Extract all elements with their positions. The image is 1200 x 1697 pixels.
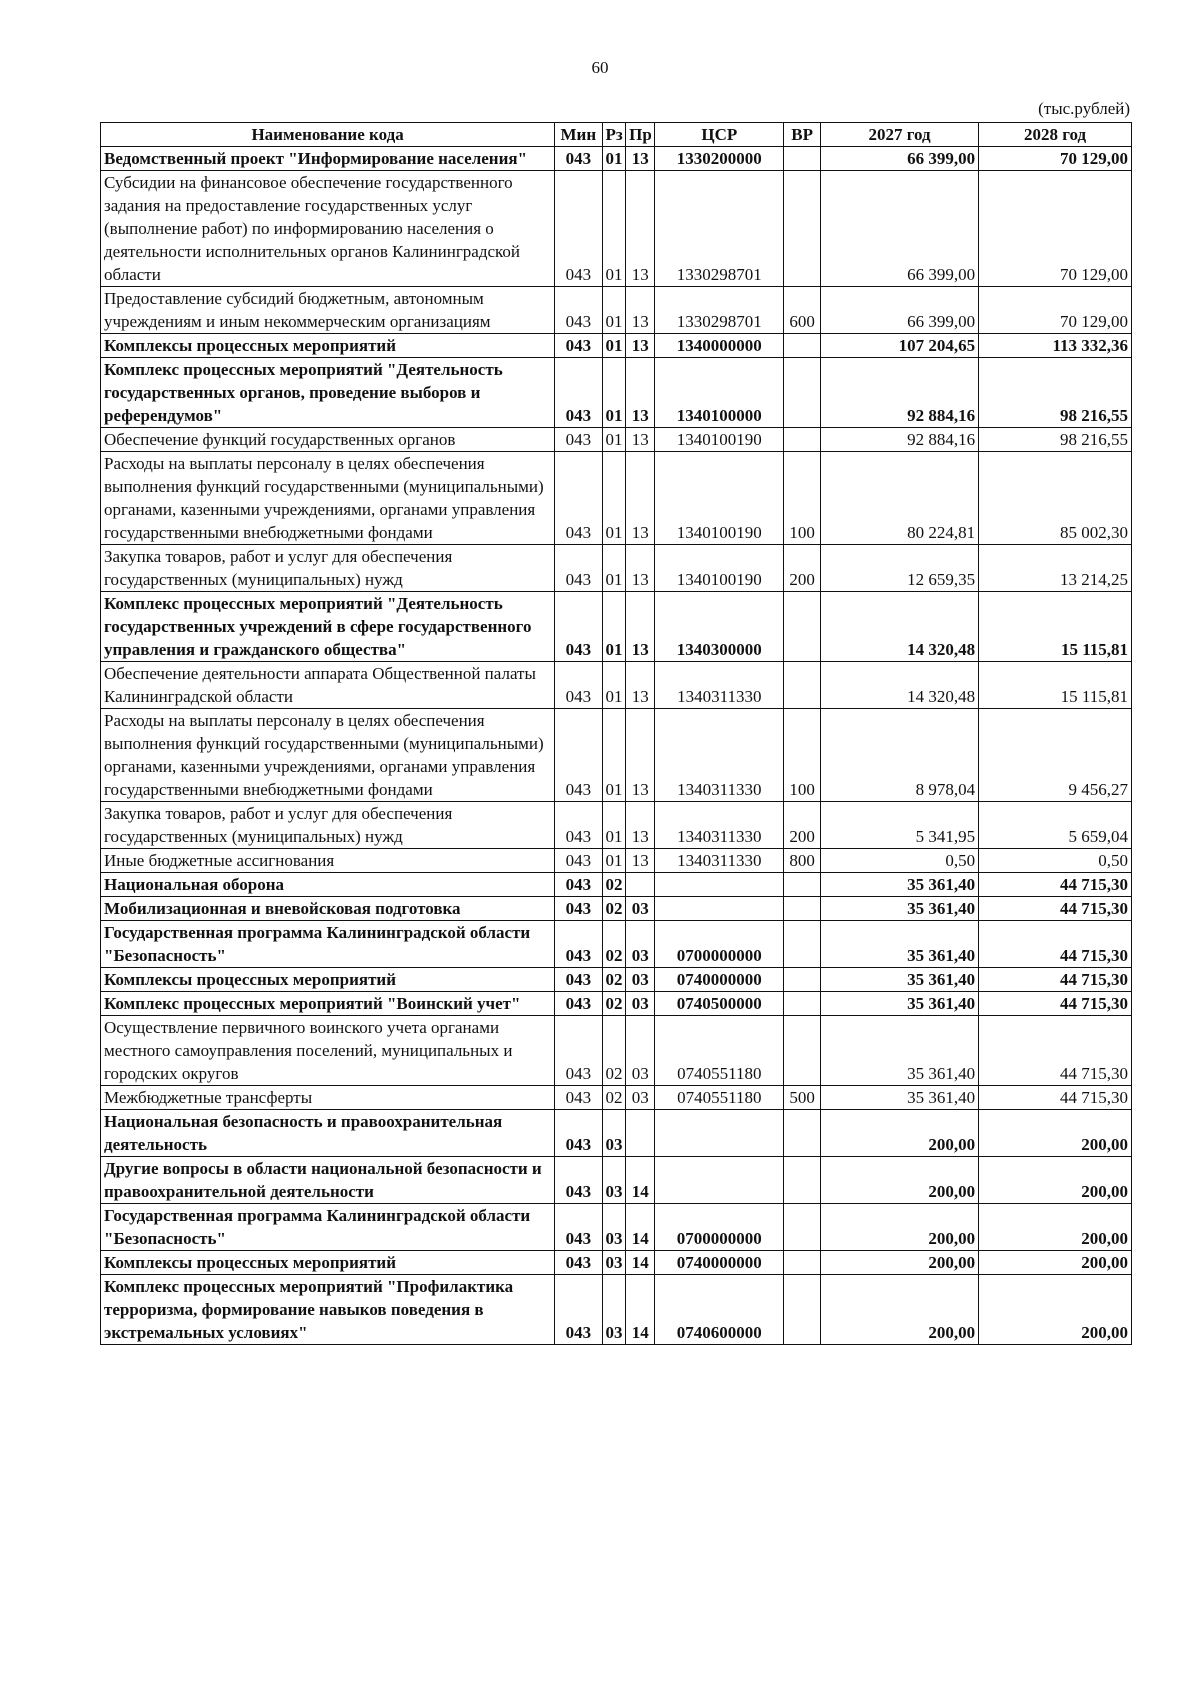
row-pr: 13 — [626, 709, 655, 802]
table-row — [101, 921, 1132, 968]
row-amount-2028: 113 332,36 — [979, 334, 1132, 358]
table-row — [101, 1157, 1132, 1204]
row-amount-2027: 66 399,00 — [820, 171, 978, 287]
row-min: 043 — [555, 428, 602, 452]
row-amount-2027: 8 978,04 — [820, 709, 978, 802]
row-amount-2028: 98 216,55 — [979, 358, 1132, 428]
row-rz: 01 — [602, 171, 626, 287]
row-csr: 0740551180 — [655, 1016, 784, 1086]
row-vr — [784, 921, 821, 968]
row-amount-2028: 200,00 — [979, 1251, 1132, 1275]
row-name: Обеспечение функций государственных органов — [101, 428, 555, 452]
table-row — [101, 662, 1132, 709]
row-csr: 1340311330 — [655, 802, 784, 849]
row-rz: 01 — [602, 545, 626, 592]
row-pr — [626, 873, 655, 897]
row-name: Комплекс процессных мероприятий "Деятельность государственных органов, проведение выборов и референдумов" — [101, 358, 555, 428]
row-amount-2027: 12 659,35 — [820, 545, 978, 592]
row-pr: 13 — [626, 802, 655, 849]
row-pr: 13 — [626, 592, 655, 662]
table-row — [101, 897, 1132, 921]
row-name: Национальная безопасность и правоохранительная деятельность — [101, 1110, 555, 1157]
table-row — [101, 709, 1132, 802]
table-row — [101, 287, 1132, 334]
page-number: 60 — [591, 58, 609, 77]
row-name: Закупка товаров, работ и услуг для обеспечения государственных (муниципальных) нужд — [101, 802, 555, 849]
row-vr: 100 — [784, 709, 821, 802]
row-vr — [784, 428, 821, 452]
row-name: Комплекс процессных мероприятий "Профилактика терроризма, формирование навыков поведения в экстремальных условиях" — [101, 1275, 555, 1345]
row-pr: 13 — [626, 358, 655, 428]
row-pr: 13 — [626, 849, 655, 873]
row-pr: 13 — [626, 334, 655, 358]
row-amount-2028: 44 715,30 — [979, 897, 1132, 921]
row-pr: 13 — [626, 287, 655, 334]
row-amount-2028: 98 216,55 — [979, 428, 1132, 452]
row-amount-2027: 80 224,81 — [820, 452, 978, 545]
row-amount-2028: 13 214,25 — [979, 545, 1132, 592]
row-rz: 02 — [602, 897, 626, 921]
row-name: Субсидии на финансовое обеспечение государственного задания на предоставление государственных услуг (выполнение работ) по информированию населения о деятельности исполнительных органов Калининградской области — [101, 171, 555, 287]
row-amount-2028: 9 456,27 — [979, 709, 1132, 802]
row-csr: 1340100190 — [655, 428, 784, 452]
row-name: Другие вопросы в области национальной безопасности и правоохранительной деятельности — [101, 1157, 555, 1204]
row-pr: 13 — [626, 171, 655, 287]
row-min: 043 — [555, 662, 602, 709]
table-row — [101, 1204, 1132, 1251]
row-vr — [784, 897, 821, 921]
row-rz: 03 — [602, 1251, 626, 1275]
row-rz: 01 — [602, 452, 626, 545]
row-csr — [655, 897, 784, 921]
row-csr: 1340311330 — [655, 709, 784, 802]
header-2028: 2028 год — [979, 123, 1132, 147]
row-name: Комплексы процессных мероприятий — [101, 334, 555, 358]
table-row — [101, 968, 1132, 992]
row-min: 043 — [555, 897, 602, 921]
row-pr: 03 — [626, 897, 655, 921]
row-amount-2027: 200,00 — [820, 1251, 978, 1275]
table-row — [101, 334, 1132, 358]
row-rz: 01 — [602, 358, 626, 428]
row-amount-2028: 70 129,00 — [979, 147, 1132, 171]
row-rz: 02 — [602, 1086, 626, 1110]
row-csr: 0740600000 — [655, 1275, 784, 1345]
header-min: Мин — [555, 123, 602, 147]
row-csr: 1340100190 — [655, 545, 784, 592]
row-pr: 14 — [626, 1157, 655, 1204]
table-row — [101, 873, 1132, 897]
row-rz: 01 — [602, 592, 626, 662]
row-amount-2028: 200,00 — [979, 1110, 1132, 1157]
row-rz: 01 — [602, 709, 626, 802]
row-pr: 03 — [626, 1016, 655, 1086]
row-pr: 03 — [626, 1086, 655, 1110]
row-min: 043 — [555, 545, 602, 592]
row-pr: 13 — [626, 545, 655, 592]
row-vr — [784, 592, 821, 662]
row-csr: 1340100000 — [655, 358, 784, 428]
row-amount-2028: 15 115,81 — [979, 592, 1132, 662]
row-name: Комплекс процессных мероприятий "Деятельность государственных учреждений в сфере государственного управления и гражданского общества" — [101, 592, 555, 662]
row-amount-2028: 70 129,00 — [979, 171, 1132, 287]
row-csr — [655, 1157, 784, 1204]
row-min: 043 — [555, 921, 602, 968]
row-vr: 500 — [784, 1086, 821, 1110]
row-amount-2028: 0,50 — [979, 849, 1132, 873]
row-min: 043 — [555, 802, 602, 849]
row-amount-2028: 44 715,30 — [979, 873, 1132, 897]
row-pr: 14 — [626, 1204, 655, 1251]
row-csr: 1330200000 — [655, 147, 784, 171]
table-row — [101, 592, 1132, 662]
row-rz: 02 — [602, 992, 626, 1016]
row-pr — [626, 1110, 655, 1157]
row-pr: 03 — [626, 921, 655, 968]
row-amount-2028: 44 715,30 — [979, 1086, 1132, 1110]
row-rz: 01 — [602, 147, 626, 171]
table-row — [101, 171, 1132, 287]
row-rz: 03 — [602, 1157, 626, 1204]
row-rz: 02 — [602, 968, 626, 992]
row-amount-2027: 35 361,40 — [820, 921, 978, 968]
row-amount-2027: 35 361,40 — [820, 968, 978, 992]
row-min: 043 — [555, 334, 602, 358]
units-label: (тыс.рублей) — [1038, 99, 1130, 118]
row-min: 043 — [555, 171, 602, 287]
row-csr: 0700000000 — [655, 1204, 784, 1251]
row-amount-2027: 107 204,65 — [820, 334, 978, 358]
header-rz: Рз — [602, 123, 626, 147]
row-csr — [655, 1110, 784, 1157]
row-pr: 03 — [626, 992, 655, 1016]
row-min: 043 — [555, 287, 602, 334]
row-vr — [784, 147, 821, 171]
row-csr: 1330298701 — [655, 171, 784, 287]
row-vr — [784, 1251, 821, 1275]
row-vr — [784, 1110, 821, 1157]
row-rz: 01 — [602, 334, 626, 358]
header-csr: ЦСР — [655, 123, 784, 147]
row-csr: 1340311330 — [655, 662, 784, 709]
budget-table — [100, 122, 1132, 1345]
row-amount-2027: 35 361,40 — [820, 873, 978, 897]
row-vr — [784, 873, 821, 897]
row-name: Осуществление первичного воинского учета органами местного самоуправления поселений, муниципальных и городских округов — [101, 1016, 555, 1086]
row-vr — [784, 1275, 821, 1345]
row-csr — [655, 873, 784, 897]
row-name: Предоставление субсидий бюджетным, автономным учреждениям и иным некоммерческим организациям — [101, 287, 555, 334]
row-vr: 200 — [784, 802, 821, 849]
row-amount-2027: 92 884,16 — [820, 428, 978, 452]
row-csr: 1340000000 — [655, 334, 784, 358]
table-row — [101, 1110, 1132, 1157]
row-csr: 0740500000 — [655, 992, 784, 1016]
row-amount-2027: 14 320,48 — [820, 662, 978, 709]
row-csr: 0700000000 — [655, 921, 784, 968]
row-rz: 03 — [602, 1110, 626, 1157]
row-rz: 03 — [602, 1275, 626, 1345]
row-name: Иные бюджетные ассигнования — [101, 849, 555, 873]
row-amount-2027: 35 361,40 — [820, 992, 978, 1016]
header-vr: ВР — [784, 123, 821, 147]
row-pr: 14 — [626, 1251, 655, 1275]
row-rz: 03 — [602, 1204, 626, 1251]
row-vr — [784, 992, 821, 1016]
row-name: Обеспечение деятельности аппарата Общественной палаты Калининградской области — [101, 662, 555, 709]
row-min: 043 — [555, 1275, 602, 1345]
row-vr: 800 — [784, 849, 821, 873]
row-amount-2027: 35 361,40 — [820, 1086, 978, 1110]
row-vr — [784, 1157, 821, 1204]
row-csr: 1340300000 — [655, 592, 784, 662]
row-min: 043 — [555, 1251, 602, 1275]
table-row — [101, 147, 1132, 171]
row-amount-2027: 5 341,95 — [820, 802, 978, 849]
row-min: 043 — [555, 968, 602, 992]
table-row — [101, 1275, 1132, 1345]
row-min: 043 — [555, 849, 602, 873]
row-pr: 13 — [626, 662, 655, 709]
table-row — [101, 992, 1132, 1016]
row-amount-2028: 70 129,00 — [979, 287, 1132, 334]
row-min: 043 — [555, 452, 602, 545]
row-rz: 02 — [602, 921, 626, 968]
row-amount-2028: 44 715,30 — [979, 968, 1132, 992]
row-amount-2027: 66 399,00 — [820, 287, 978, 334]
row-vr — [784, 171, 821, 287]
row-min: 043 — [555, 358, 602, 428]
row-amount-2027: 200,00 — [820, 1275, 978, 1345]
row-amount-2028: 44 715,30 — [979, 1016, 1132, 1086]
row-vr — [784, 358, 821, 428]
row-amount-2027: 35 361,40 — [820, 897, 978, 921]
row-min: 043 — [555, 1157, 602, 1204]
row-min: 043 — [555, 1086, 602, 1110]
row-min: 043 — [555, 992, 602, 1016]
row-amount-2027: 66 399,00 — [820, 147, 978, 171]
row-name: Мобилизационная и вневойсковая подготовка — [101, 897, 555, 921]
table-row — [101, 1251, 1132, 1275]
row-amount-2028: 200,00 — [979, 1204, 1132, 1251]
header-2027: 2027 год — [820, 123, 978, 147]
table-row — [101, 802, 1132, 849]
row-name: Комплексы процессных мероприятий — [101, 968, 555, 992]
row-csr: 0740551180 — [655, 1086, 784, 1110]
row-amount-2027: 14 320,48 — [820, 592, 978, 662]
row-vr — [784, 968, 821, 992]
row-vr: 200 — [784, 545, 821, 592]
row-csr: 1340100190 — [655, 452, 784, 545]
row-vr: 600 — [784, 287, 821, 334]
row-amount-2028: 44 715,30 — [979, 921, 1132, 968]
row-pr: 13 — [626, 452, 655, 545]
row-rz: 01 — [602, 287, 626, 334]
table-row — [101, 545, 1132, 592]
table-row — [101, 1016, 1132, 1086]
row-name: Комплексы процессных мероприятий — [101, 1251, 555, 1275]
row-amount-2027: 200,00 — [820, 1204, 978, 1251]
row-amount-2028: 5 659,04 — [979, 802, 1132, 849]
row-min: 043 — [555, 1016, 602, 1086]
row-amount-2027: 200,00 — [820, 1157, 978, 1204]
row-rz: 01 — [602, 802, 626, 849]
row-csr: 0740000000 — [655, 968, 784, 992]
row-name: Государственная программа Калининградской области "Безопасность" — [101, 1204, 555, 1251]
table-row — [101, 452, 1132, 545]
table-row — [101, 849, 1132, 873]
row-name: Ведомственный проект "Информирование населения" — [101, 147, 555, 171]
row-amount-2027: 0,50 — [820, 849, 978, 873]
row-name: Комплекс процессных мероприятий "Воинский учет" — [101, 992, 555, 1016]
row-name: Расходы на выплаты персоналу в целях обеспечения выполнения функций государственными (муниципальными) органами, казенными учреждениями, органами управления государственными внебюджетными фондами — [101, 452, 555, 545]
row-amount-2028: 15 115,81 — [979, 662, 1132, 709]
row-min: 043 — [555, 592, 602, 662]
row-amount-2028: 44 715,30 — [979, 992, 1132, 1016]
row-pr: 13 — [626, 428, 655, 452]
row-pr: 14 — [626, 1275, 655, 1345]
row-pr: 13 — [626, 147, 655, 171]
row-amount-2027: 200,00 — [820, 1110, 978, 1157]
row-rz: 01 — [602, 662, 626, 709]
row-vr — [784, 1204, 821, 1251]
table-row — [101, 1086, 1132, 1110]
row-vr — [784, 1016, 821, 1086]
row-pr: 03 — [626, 968, 655, 992]
row-min: 043 — [555, 1110, 602, 1157]
row-vr — [784, 662, 821, 709]
row-amount-2028: 200,00 — [979, 1157, 1132, 1204]
row-amount-2028: 85 002,30 — [979, 452, 1132, 545]
table-row — [101, 428, 1132, 452]
header-name: Наименование кода — [101, 123, 555, 147]
row-min: 043 — [555, 873, 602, 897]
row-rz: 01 — [602, 428, 626, 452]
row-csr: 1340311330 — [655, 849, 784, 873]
row-amount-2027: 35 361,40 — [820, 1016, 978, 1086]
row-csr: 1330298701 — [655, 287, 784, 334]
table-row — [101, 358, 1132, 428]
row-name: Расходы на выплаты персоналу в целях обеспечения выполнения функций государственными (муниципальными) органами, казенными учреждениями, органами управления государственными внебюджетными фондами — [101, 709, 555, 802]
header-pr: Пр — [626, 123, 655, 147]
row-rz: 02 — [602, 873, 626, 897]
row-min: 043 — [555, 147, 602, 171]
row-amount-2028: 200,00 — [979, 1275, 1132, 1345]
table-header-row — [101, 123, 1132, 147]
row-min: 043 — [555, 709, 602, 802]
row-vr — [784, 334, 821, 358]
row-rz: 02 — [602, 1016, 626, 1086]
row-min: 043 — [555, 1204, 602, 1251]
row-name: Закупка товаров, работ и услуг для обеспечения государственных (муниципальных) нужд — [101, 545, 555, 592]
row-amount-2027: 92 884,16 — [820, 358, 978, 428]
row-vr: 100 — [784, 452, 821, 545]
row-name: Национальная оборона — [101, 873, 555, 897]
row-csr: 0740000000 — [655, 1251, 784, 1275]
row-rz: 01 — [602, 849, 626, 873]
row-name: Государственная программа Калининградской области "Безопасность" — [101, 921, 555, 968]
row-name: Межбюджетные трансферты — [101, 1086, 555, 1110]
table-body — [101, 147, 1132, 1345]
